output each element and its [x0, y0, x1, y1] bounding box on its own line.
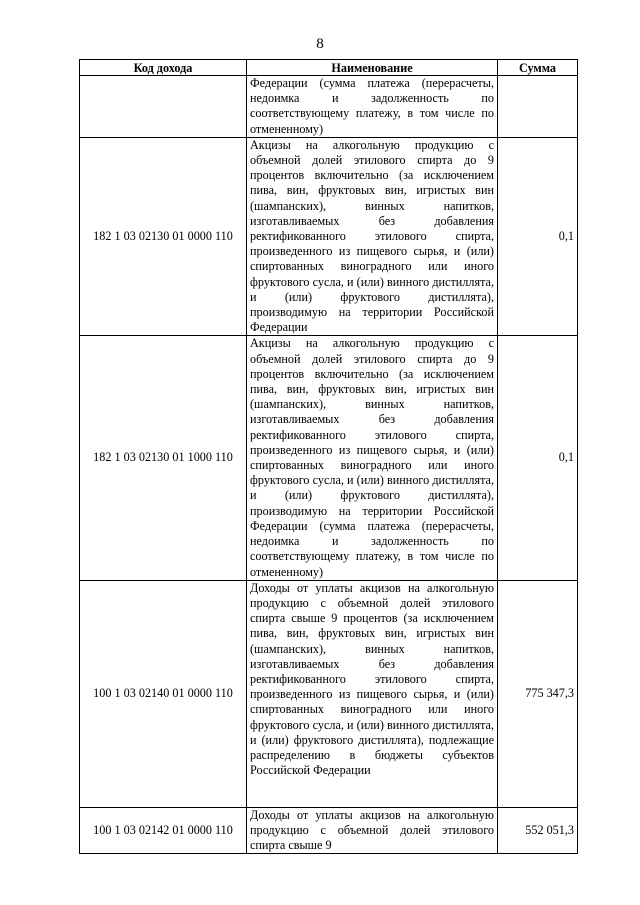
header-sum: Сумма	[498, 60, 578, 76]
revenue-sum: 552 051,3	[498, 807, 578, 854]
revenue-code: 182 1 03 02130 01 0000 110	[80, 137, 247, 336]
revenue-sum	[498, 76, 578, 138]
revenue-name: Акцизы на алкогольную продукцию с объемной долей этилового спирта до 9 процентов включительно (за исключением пива, вин, фруктовых вин, игристых вин (шампанских), винных напитков, изготавливаемых без добавления ректификованного этилового спирта, произведенного из пищевого сырья, и (или) спиртованных виноградного или иного фруктового сусла, и (или) винного дистиллята, и (или) фруктового дистиллята), производимую на территории Российской Федерации	[247, 137, 498, 336]
revenue-sum: 0,1	[498, 336, 578, 580]
revenue-name: Доходы от уплаты акцизов на алкогольную продукцию с объемной долей этилового спирта свыше 9	[247, 807, 498, 854]
revenue-code: 100 1 03 02142 01 0000 110	[80, 807, 247, 854]
revenue-sum: 0,1	[498, 137, 578, 336]
table-row	[80, 580, 578, 807]
table-row	[80, 336, 578, 580]
header-name: Наименование	[247, 60, 498, 76]
table-row	[80, 807, 578, 854]
revenue-sum: 775 347,3	[498, 580, 578, 807]
revenue-name: Федерации (сумма платежа (перерасчеты, недоимка и задолженность по соответствующему платежу, в том числе по отмененному)	[247, 76, 498, 138]
revenue-name: Акцизы на алкогольную продукцию с объемной долей этилового спирта до 9 процентов включительно (за исключением пива, вин, фруктовых вин, игристых вин (шампанских), винных напитков, изготавливаемых без добавления ректификованного этилового спирта, произведенного из пищевого сырья, и (или) спиртованных виноградного или иного фруктового сусла, и (или) винного дистиллята, и (или) фруктового дистиллята), производимую на территории Российской Федерации (сумма платежа (перерасчеты, недоимка и задолженность по соответствующему платежу, в том числе по отмененному)	[247, 336, 498, 580]
revenue-table	[79, 59, 578, 854]
table-row	[80, 137, 578, 336]
table-header-row	[80, 60, 578, 76]
header-code: Код дохода	[80, 60, 247, 76]
page-number: 8	[316, 36, 324, 52]
revenue-code	[80, 76, 247, 138]
revenue-code: 182 1 03 02130 01 1000 110	[80, 336, 247, 580]
table-row	[80, 76, 578, 138]
revenue-name: Доходы от уплаты акцизов на алкогольную продукцию с объемной долей этилового спирта свыше 9 процентов (за исключением пива, вин, фруктовых вин, игристых вин (шампанских), винных напитков, изготавливаемых без добавления ректификованного этилового спирта, произведенного из пищевого сырья, и (или) спиртованных виноградного или иного фруктового сусла, и (или) винного дистиллята, и (или) фруктового дистиллята), подлежащие распределению в бюджеты субъектов Российской Федерации	[247, 580, 498, 807]
revenue-code: 100 1 03 02140 01 0000 110	[80, 580, 247, 807]
